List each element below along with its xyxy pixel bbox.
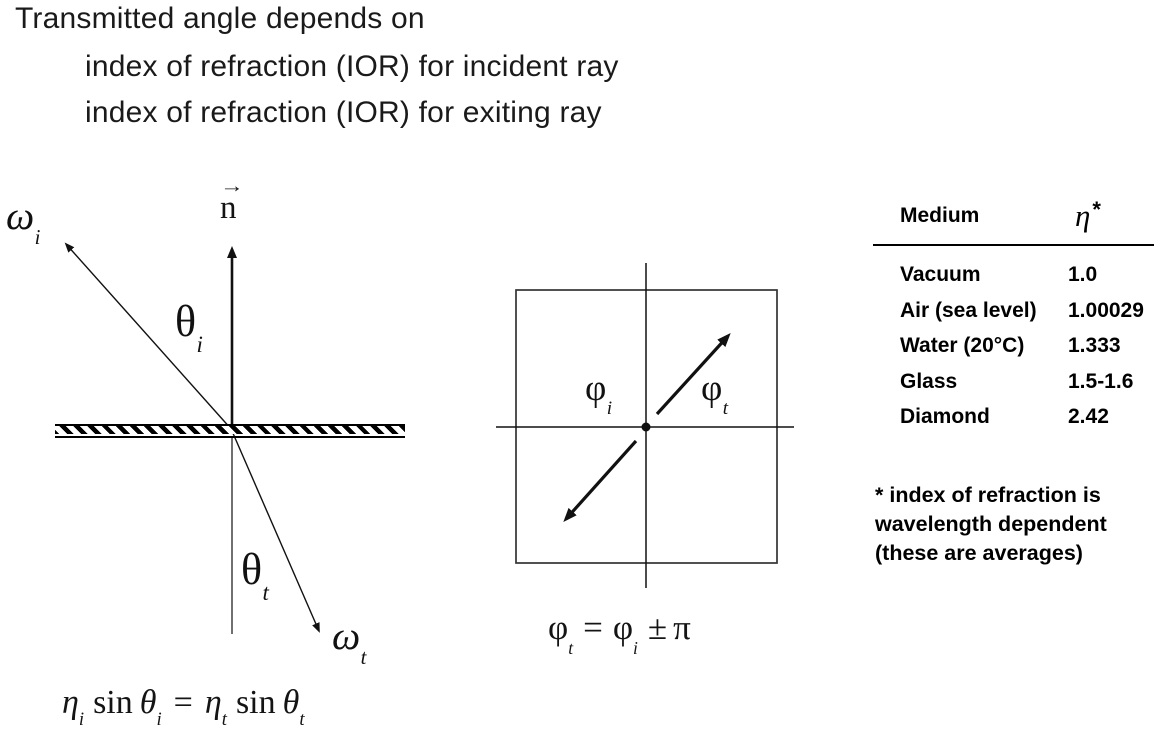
eta-column-header: η* (1075, 197, 1101, 233)
eta-cell: 1.0 (1068, 263, 1098, 286)
vector-arrow-icon: → (220, 176, 244, 197)
incident-azimuth-arrow (566, 441, 636, 519)
medium-cell: Diamond (900, 405, 990, 428)
medium-column-header: Medium (900, 204, 980, 227)
transmitted-ray-line (232, 431, 319, 631)
omega-i-label: $\omega_i$ (6, 193, 41, 249)
footnote-line-2: wavelength dependent (875, 512, 1107, 536)
theta-t-label: $\theta_t$ (241, 545, 269, 606)
medium-cell: Vacuum (900, 263, 981, 286)
snell-equation: $\eta_i$ $\sin \theta_i = \eta_t$ $\sin \theta_t$ (62, 684, 305, 731)
asterisk-superscript: * (1092, 197, 1101, 222)
theta-i-label: $\theta_i$ (175, 297, 203, 358)
incident-ray-line (66, 244, 232, 430)
table-row (873, 399, 1154, 435)
phi-equation: $\varphi_t= \varphi_i\pm \pi$ (548, 608, 691, 658)
phi-i-label: $\varphi_i$ (585, 368, 613, 419)
medium-cell: Water (20°C) (900, 334, 1025, 357)
table-row (873, 257, 1154, 293)
omega-t-label: $\omega_t$ (332, 613, 367, 669)
title-line-1: Transmitted angle depends on (15, 2, 425, 35)
footnote-line-1: * index of refraction is (875, 483, 1101, 507)
ior-table (873, 190, 1154, 435)
table-row (873, 293, 1154, 329)
ior-table-rows (873, 246, 1154, 435)
surface-interface-bar (55, 424, 405, 438)
refraction-diagram (0, 170, 440, 660)
title-line-3: index of refraction (IOR) for exiting ray (85, 96, 602, 129)
table-row (873, 364, 1154, 400)
azimuth-diagram (480, 255, 810, 600)
eta-cell: 1.333 (1068, 334, 1121, 357)
ior-footnote (875, 481, 1107, 568)
normal-vector-label: → n (220, 176, 244, 226)
medium-cell: Glass (900, 369, 958, 393)
ior-table-header (873, 190, 1154, 246)
eta-cell: 2.42 (1068, 405, 1109, 428)
medium-cell: Air (sea level) (900, 298, 1037, 322)
table-row (873, 328, 1154, 364)
footnote-line-3: (these are averages) (875, 541, 1083, 565)
eta-cell: 1.5-1.6 (1068, 369, 1134, 393)
title-line-2: index of refraction (IOR) for incident ray (85, 50, 619, 83)
eta-cell: 1.00029 (1068, 298, 1144, 322)
phi-t-label: $\varphi_t$ (701, 368, 729, 419)
center-point-dot (642, 423, 651, 432)
